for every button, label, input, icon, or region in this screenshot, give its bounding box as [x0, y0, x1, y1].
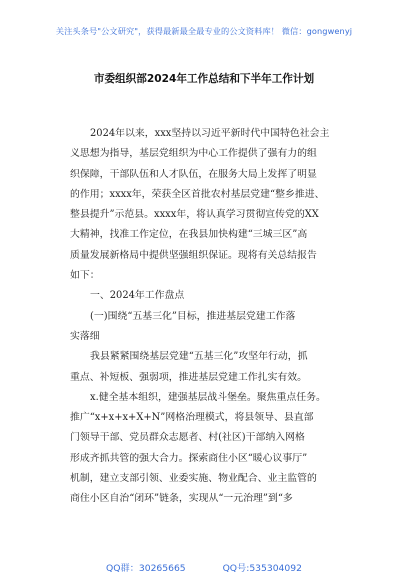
- body-line: 义思想为指导，基层党组织为中心工作提供了强有力的组: [70, 148, 317, 160]
- body-line: 推广“x+x+x+X+N”网格治理模式，将县领导、县直部: [70, 412, 314, 424]
- body-line: 门领导干部、党员群众志愿者、村(社区)干部纳入网格: [70, 432, 305, 444]
- body-line: 形成齐抓共管的强大合力。探索商住小区“暖心议事厅”: [70, 452, 308, 464]
- footer-contact: [0, 560, 408, 574]
- header-banner: 关注头条号"公文研究"，获得最新最全最专业的公文资料库！ 微信：gongwenyj: [55, 26, 353, 36]
- document-title: 市委组织部2024年工作总结和下半年工作计划: [93, 73, 315, 85]
- body-line: 大精神，找准工作定位，在我县加快构建“三城三区”高: [70, 229, 308, 241]
- body-line: 织保障，干部队伍和人才队伍，在服务大局上发挥了明显: [70, 168, 317, 180]
- body-line: 的作用；xxxx年，荣获全区首批农村基层党建“整乡推进、: [70, 188, 325, 200]
- body-line: (一)围绕“五基三化”目标，推进基层党建工作落: [90, 310, 296, 322]
- body-line: 整县提升”示范县。xxxx年，将认真学习贯彻宣传党的XX: [70, 209, 319, 221]
- body-line: 我县紧紧围绕基层党建“五基三化”攻坚年行动，抓: [90, 351, 308, 363]
- body-line: 重点、补短板、强弱项，推进基层党建工作扎实有效。: [70, 371, 308, 383]
- body-line: x.健全基本组织，建强基层战斗堡垒。聚焦重点任务。: [90, 391, 326, 403]
- body-line: 2024年以来，xxx坚持以习近平新时代中国特色社会主: [90, 128, 330, 139]
- footer-qq-group: QQ群：30265665: [106, 563, 186, 574]
- body-line: 实落细: [70, 330, 100, 342]
- body-line: 质量发展新格局中提供坚强组织保证。现将有关总结报告: [70, 249, 317, 261]
- body-line: 商住小区自治“闭环”链条，实现从“一元治理”到“多: [70, 493, 293, 505]
- body-line: 一、2024年工作盘点: [90, 290, 185, 302]
- document-body: [70, 124, 346, 510]
- body-line: 如下：: [70, 270, 100, 282]
- footer-qq-number: QQ号:535304092: [222, 563, 302, 574]
- body-line: 机制，建立支部引领、业委实施、物业配合、业主监管的: [70, 473, 317, 485]
